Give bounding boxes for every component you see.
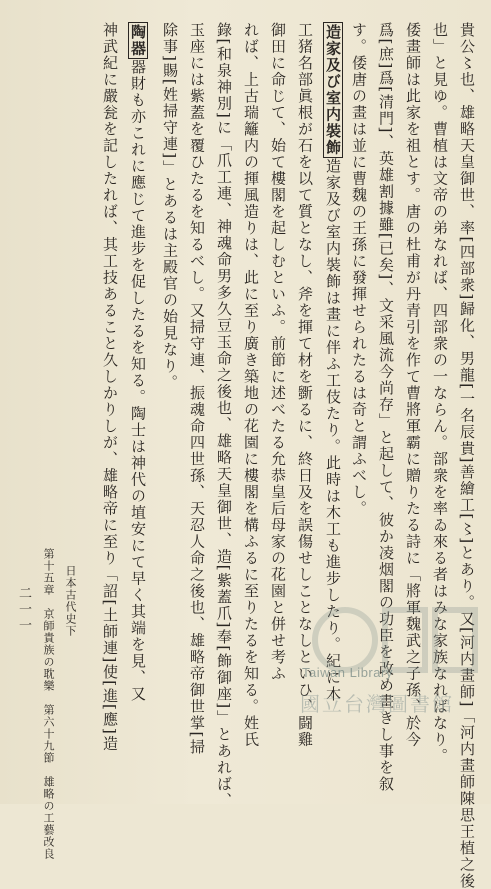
text-column: れば、上古瑞籬内の揮風造りは、此に至り廣き築地の花園に樓閣を構ふるに至りたるを知る。姓氏 — [242, 22, 260, 748]
text-column: 爲[庶]爲[清門]、英雄割據雖[已矣]、文采風流今尚存」と起して、彼か凌烟閣の功臣を改め畫きし事を叙 — [377, 22, 395, 793]
text-column: 造家及び室内裝飾は畫に伴ふ工伎たり。此時は木工も進步したり。紀に木 — [324, 158, 342, 703]
text-column: 倭畫師は此家を祖とす。唐の杜甫が丹青引を作て曹將軍霸に贈りたる詩に「將軍魏武之子孫、於今 — [404, 22, 422, 748]
book-title: 日本古代史下 — [64, 565, 77, 637]
watermark-text-cjk: 國立台灣圖書館 — [300, 692, 454, 716]
text-column: 也」と見ゆ。曹植は文帝の弟なれば、四部衆の一ならん。部衆を率ゐ來る者はみな家族なればなり。 — [431, 22, 449, 765]
text-column: 除事]賜[姓掃守連]」とあるは主殿官の始見なり。 — [161, 22, 179, 391]
text-column: 工猪名部眞根が石を以て質となし、斧を揮て材を斵るに、終日及を誤傷せしことなしといひ、闘雞 — [296, 22, 314, 748]
subsection-column — [128, 22, 148, 703]
watermark-text: Taiwan Library — [302, 665, 393, 680]
page-number: 二一一 — [16, 586, 31, 634]
text-column: 錄[和泉神別]に「爪工連、神魂命男多久豆玉命之後也、雄略天皇御世、造[紫蓋爪]奉[飾御座]」とあれば、 — [215, 22, 233, 809]
subsection-title: 陶器 — [129, 24, 147, 57]
text-column: す。倭唐の畫は並に曹魏の王孫に發揮せられたるは奇と謂ふべし。 — [350, 22, 368, 517]
text-column: 神武紀に嚴瓮を記したれば、其工技あること久しかりしが、雄略帝に至り「詔[土師連]使[進[應]造 — [101, 22, 119, 752]
text-column: 貴公〻也、雄略天皇御世、率[四部衆]歸化、男龍[一名辰貴]善繪工[〻]とあり。又[河内畫師]「河内畫師陳思王植之後 — [458, 22, 476, 889]
text-column: 御田に命じて、始て樓閣を起しむといふ。前節に述べたる允恭皇后母家の花園と併せ考ふ — [269, 22, 287, 682]
text-column: 器財も亦これに應じて進步を促したるを知る。陶士は神代の埴安にて早く其端を見、又 — [129, 59, 147, 703]
text-column: 玉座には紫蓋を覆ひたるを知るべし。又掃守連、振魂命四世孫、天忍人命之後也、雄略帝御世掌[掃 — [188, 22, 206, 756]
section-title: 造家及び室内裝飾 — [324, 24, 342, 156]
chapter-title: 第十五章 京師貴族の耽樂 第六十九節 雄略の工藝改良 — [42, 548, 55, 860]
